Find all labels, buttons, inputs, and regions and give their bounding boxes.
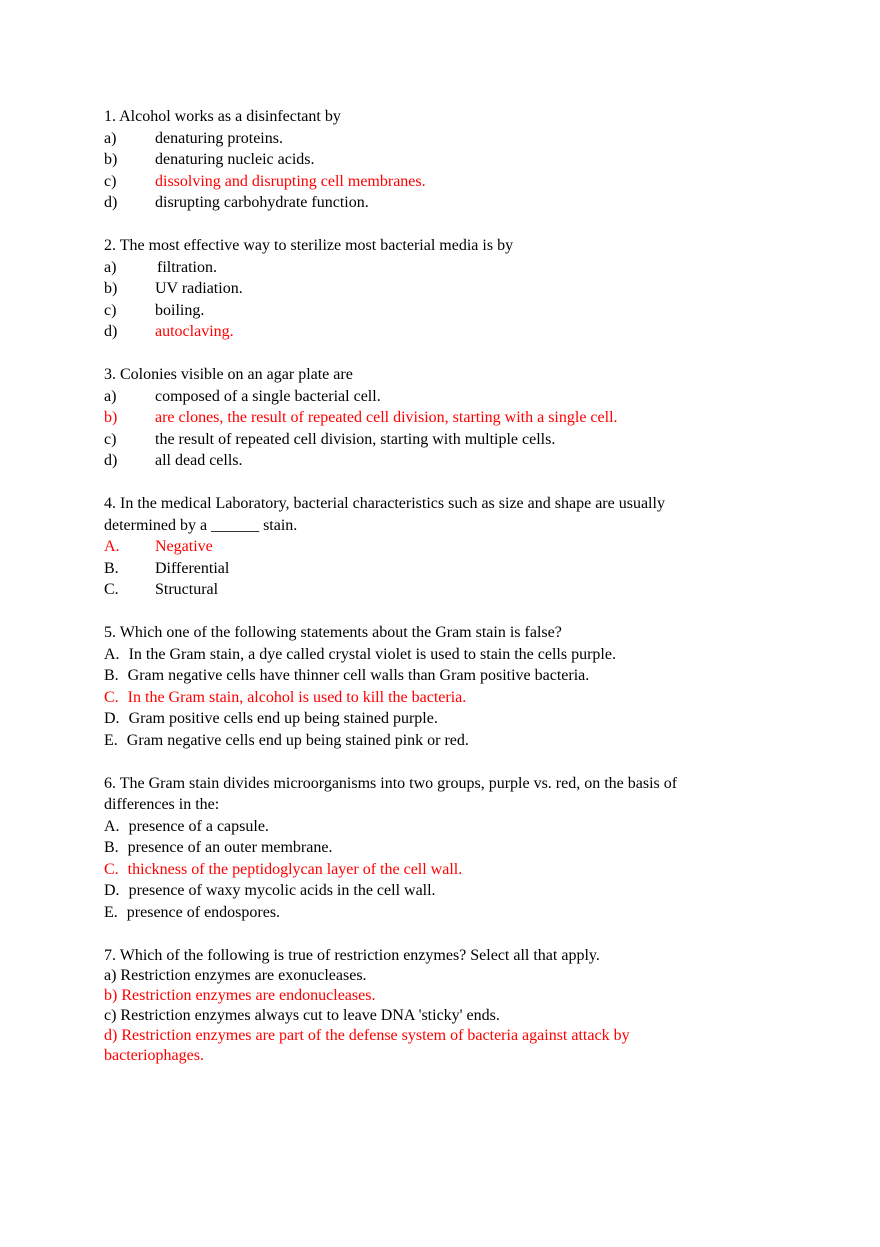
question-3 <box>104 364 804 472</box>
option-1c: c) dissolving and disrupting cell membranes. <box>104 171 804 193</box>
option-3d: d) all dead cells. <box>104 452 243 469</box>
correct-answer: thickness of the peptidoglycan layer of the cell wall. <box>127 860 463 878</box>
question-text: 1. Alcohol works as a disinfectant by <box>104 108 341 125</box>
option-2d: d) autoclaving. <box>104 321 804 343</box>
option-5c: C. In the Gram stain, alcohol is used to kill the bacteria. <box>104 687 804 709</box>
question-text-line-2: differences in the: <box>104 796 220 813</box>
option-4a: A. Negative <box>104 536 804 558</box>
option-2c: c) boiling. <box>104 301 205 319</box>
correct-answer: In the Gram stain, alcohol is used to kill the bacteria. <box>127 688 467 706</box>
question-7 <box>104 945 804 1067</box>
option-4c: C. Structural <box>104 581 219 598</box>
question-text: 2. The most effective way to sterilize most bacterial media is by <box>104 237 514 254</box>
option-6b: B. presence of an outer membrane. <box>104 839 333 856</box>
option-7a: a) Restriction enzymes are exonucleases. <box>104 967 367 984</box>
question-4 <box>104 493 804 601</box>
question-5 <box>104 622 804 751</box>
document-page <box>104 106 804 1088</box>
option-5a: A. In the Gram stain, a dye called crystal violet is used to stain the cells purple. <box>104 645 616 663</box>
correct-answer: are clones, the result of repeated cell division, starting with a single cell. <box>155 409 618 426</box>
option-6e: E. presence of endospores. <box>104 903 281 921</box>
option-3b: b) are clones, the result of repeated cell division, starting with a single cell. <box>104 407 804 429</box>
question-text-line-1: 4. In the medical Laboratory, bacterial characteristics such as size and shape are usually <box>104 495 665 512</box>
option-5e: E. Gram negative cells end up being stained pink or red. <box>104 731 469 749</box>
option-7b: b) Restriction enzymes are endonucleases. <box>104 987 376 1004</box>
correct-answer: Negative <box>155 538 213 555</box>
option-3a: a) composed of a single bacterial cell. <box>104 387 381 405</box>
option-5b: B. Gram negative cells have thinner cell walls than Gram positive bacteria. <box>104 667 590 684</box>
question-text-line-1: 6. The Gram stain divides microorganisms into two groups, purple vs. red, on the basis of <box>104 774 678 792</box>
question-6 <box>104 773 804 924</box>
option-1d: d) disrupting carbohydrate function. <box>104 194 369 211</box>
question-1 <box>104 106 804 214</box>
option-7c: c) Restriction enzymes always cut to leave DNA 'sticky' ends. <box>104 1007 500 1024</box>
option-1b: b) denaturing nucleic acids. <box>104 151 315 168</box>
option-6d: D. presence of waxy mycolic acids in the cell wall. <box>104 882 436 899</box>
question-text: 5. Which one of the following statements about the Gram stain is false? <box>104 624 562 641</box>
option-3c: c) the result of repeated cell division, starting with multiple cells. <box>104 430 556 448</box>
option-6c: C. thickness of the peptidoglycan layer of the cell wall. <box>104 859 804 881</box>
option-6a: A. presence of a capsule. <box>104 817 269 835</box>
question-text-line-2: determined by a ______ stain. <box>104 516 298 534</box>
option-5d: D. Gram positive cells end up being stained purple. <box>104 710 438 727</box>
option-2a: a) filtration. <box>104 258 217 276</box>
option-2b: b) UV radiation. <box>104 280 243 297</box>
option-4b: B. Differential <box>104 559 230 577</box>
option-7d-line-2: bacteriophages. <box>104 1047 204 1064</box>
question-2 <box>104 235 804 343</box>
correct-answer: dissolving and disrupting cell membranes. <box>155 172 426 190</box>
option-1a: a) denaturing proteins. <box>104 129 283 147</box>
question-text: 7. Which of the following is true of restriction enzymes? Select all that apply. <box>104 946 600 964</box>
correct-answer: autoclaving. <box>155 323 234 340</box>
option-7d-line-1: d) Restriction enzymes are part of the defense system of bacteria against attack by <box>104 1027 630 1044</box>
question-text: 3. Colonies visible on an agar plate are <box>104 366 353 383</box>
